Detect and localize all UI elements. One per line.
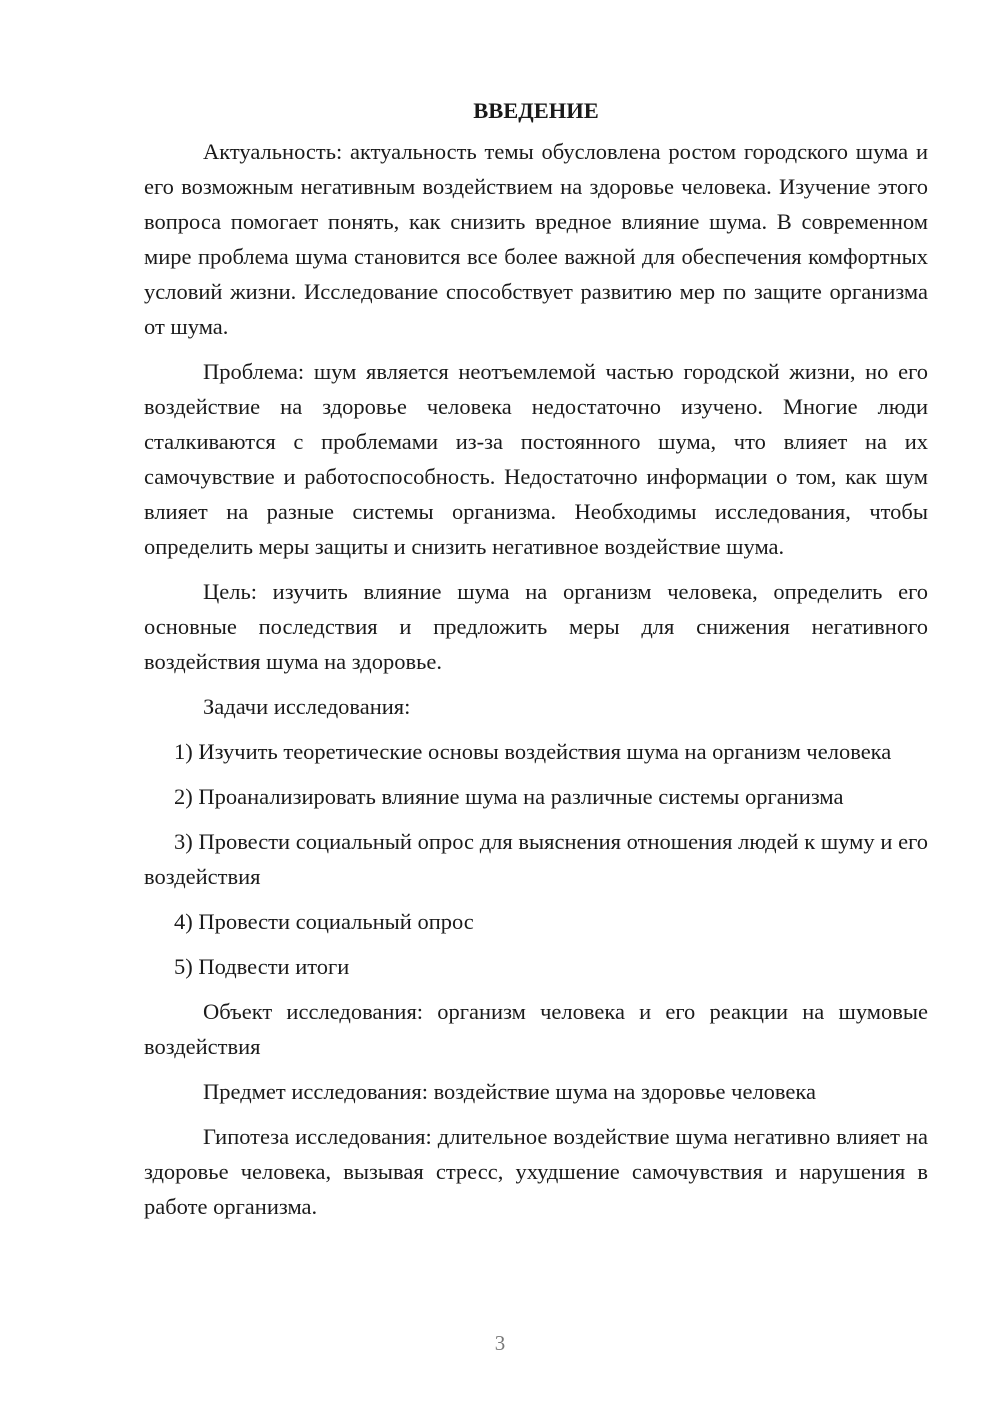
problem-paragraph: Проблема: шум является неотъемлемой частью городской жизни, но его воздействие на здоровье человека недостаточно изучено. Многие люди сталкиваются с проблемами из-за постоянного шума, что влияет на их самочувствие и работоспособность. Недостаточно информации о том, как шум влияет на разные системы организма. Необходимы исследования, чтобы определить меры защиты и снизить негативное воздействие шума. (144, 359, 928, 559)
relevance-paragraph: Актуальность: актуальность темы обусловлена ростом городского шума и его возможным негативным воздействием на здоровье человека. Изучение этого вопроса помогает понять, как снизить вредное влияние шума. В современном мире проблема шума становится все более важной для обеспечения комфортных условий жизни. Исследование способствует развитию мер по защите организма от шума. (144, 139, 928, 339)
goal-paragraph: Цель: изучить влияние шума на организм человека, определить его основные последствия и предложить меры для снижения негативного воздействия шума на здоровье. (144, 579, 928, 674)
tasks-title: Задачи исследования: (203, 694, 411, 719)
task-item-2: 2) Проанализировать влияние шума на различные системы организма (174, 784, 844, 809)
subject-paragraph: Предмет исследования: воздействие шума на здоровье человека (203, 1079, 816, 1104)
document-body (144, 93, 928, 1234)
task-item-4: 4) Провести социальный опрос (174, 909, 474, 934)
hypothesis-paragraph: Гипотеза исследования: длительное воздействие шума негативно влияет на здоровье человека, вызывая стресс, ухудшение самочувствия и нарушения в работе организма. (144, 1124, 928, 1219)
task-item-5: 5) Подвести итоги (174, 954, 350, 979)
task-item-3: 3) Провести социальный опрос для выяснения отношения людей к шуму и его воздействия (144, 829, 928, 889)
object-paragraph: Объект исследования: организм человека и его реакции на шумовые воздействия (144, 999, 928, 1059)
task-item-1: 1) Изучить теоретические основы воздействия шума на организм человека (174, 739, 892, 764)
page-title: ВВЕДЕНИЕ (473, 98, 599, 123)
page-number: 3 (494, 1331, 506, 1355)
